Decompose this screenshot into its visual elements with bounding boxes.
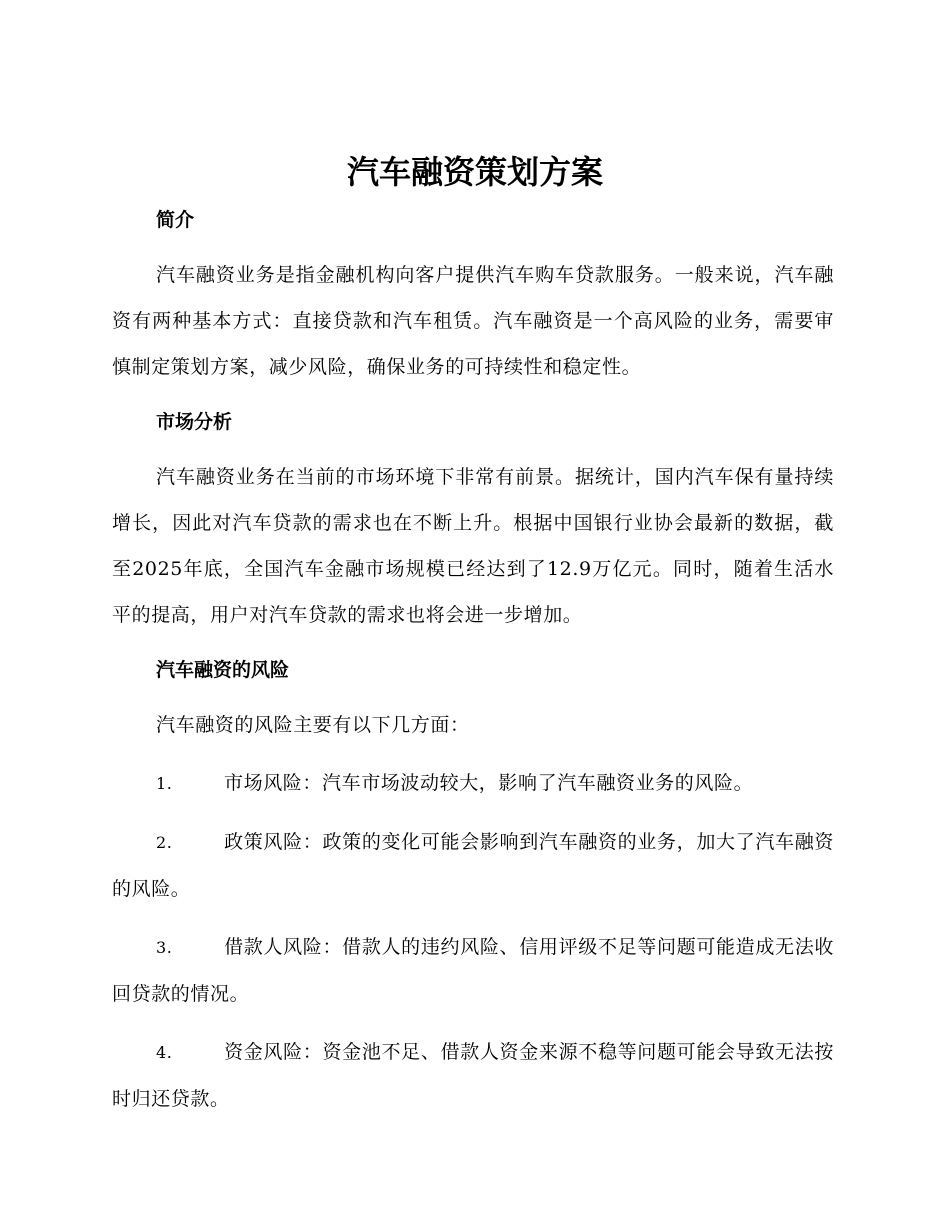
paragraph: 汽车融资的风险主要有以下几方面：	[156, 714, 470, 736]
paragraph: 汽车融资业务在当前的市场环境下非常有前景。据统计，国内汽车保有量持续增长，因此对汽车贷款的需求也在不断上升。根据中国银行业协会最新的数据，截至2025年底，全国汽车金融市场规模已经达到了12.9万亿元。同时，随着生活水平的提高，用户对汽车贷款的需求也将会进一步增加。	[112, 466, 834, 626]
list-number: 1.	[156, 774, 173, 793]
document-body	[112, 200, 834, 1134]
list-item	[112, 924, 834, 1017]
list-number: 4.	[156, 1043, 173, 1062]
paragraph: 汽车融资业务是指金融机构向客户提供汽车购车贷款服务。一般来说，汽车融资有两种基本方式：直接贷款和汽车租赁。汽车融资是一个高风险的业务，需要审慎制定策划方案，减少风险，确保业务的可持续性和稳定性。	[112, 264, 834, 378]
document-title: 汽车融资策划方案	[346, 153, 603, 191]
section-risks	[112, 650, 834, 1122]
list-text: 资金风险：资金池不足、借款人资金来源不稳等问题可能会导致无法按时归还贷款。	[112, 1041, 834, 1110]
list-number: 2.	[156, 833, 173, 852]
list-text: 市场风险：汽车市场波动较大，影响了汽车融资业务的风险。	[224, 772, 754, 794]
section-heading: 简介	[156, 209, 195, 231]
list-item	[112, 1029, 834, 1122]
risk-list	[112, 760, 834, 1122]
list-number: 3.	[156, 938, 173, 957]
list-text: 政策风险：政策的变化可能会影响到汽车融资的业务，加大了汽车融资的风险。	[112, 831, 834, 900]
section-intro	[112, 200, 834, 390]
section-heading: 市场分析	[156, 411, 233, 433]
list-item	[112, 819, 834, 912]
list-item	[112, 760, 834, 807]
list-text: 借款人风险：借款人的违约风险、信用评级不足等问题可能造成无法收回贷款的情况。	[112, 936, 834, 1005]
section-heading: 汽车融资的风险	[156, 659, 290, 681]
section-market-analysis	[112, 402, 834, 638]
